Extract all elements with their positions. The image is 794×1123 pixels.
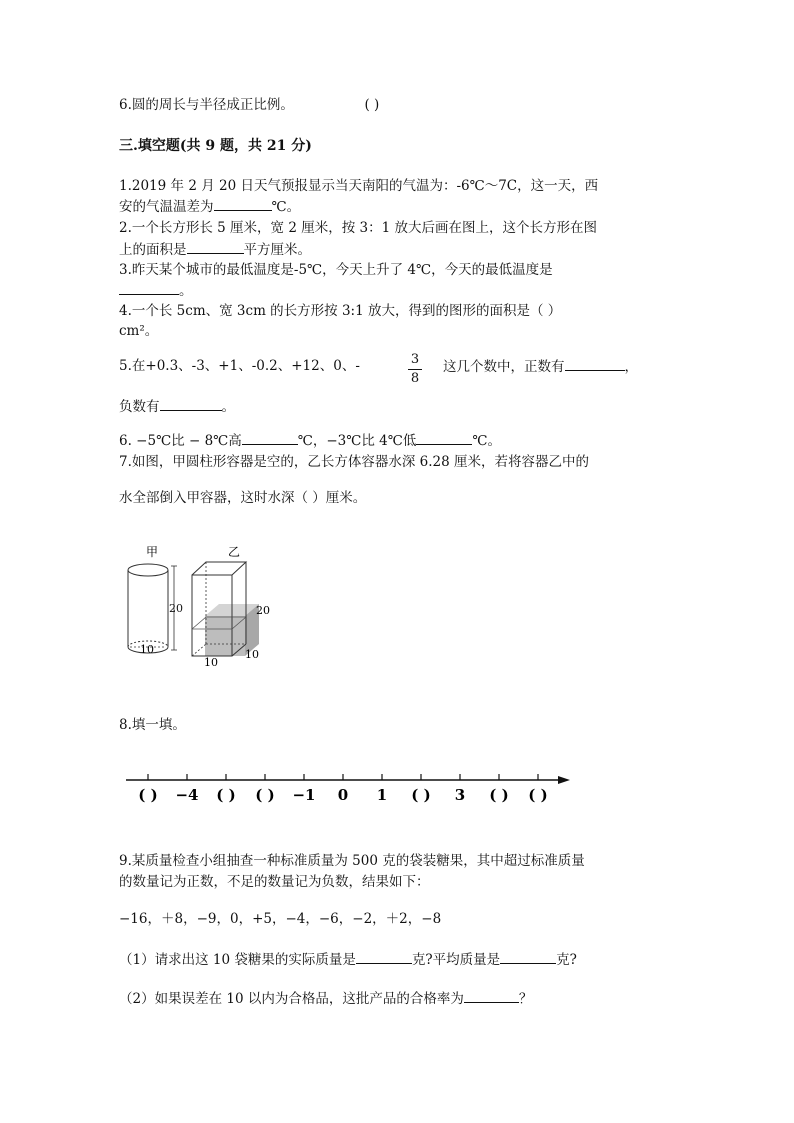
q5-line2	[119, 397, 235, 416]
q8-title: 8.填一填。	[119, 717, 186, 733]
box-width-label: 10	[204, 656, 218, 669]
q3-end: 。	[179, 283, 193, 299]
q1-text: 安的气温温差为	[119, 199, 214, 215]
answer-blank[interactable]	[464, 989, 519, 1003]
number-line-label: ( )	[255, 786, 275, 804]
number-line-arrow	[558, 776, 570, 784]
q6-text-c: ℃。	[472, 433, 501, 449]
q2-unit: 平方厘米。	[243, 242, 311, 258]
q6-line	[119, 431, 501, 450]
q3-line1: 3.昨天某个城市的最低温度是-5℃，今天上升了 4℃，今天的最低温度是	[119, 262, 553, 278]
q9-data: −16，＋8，−9，0，+5，−4，−6，−2，＋2，−8	[119, 911, 442, 927]
q9-line2: 的数量记为正数，不足的数量记为负数，结果如下：	[119, 874, 430, 890]
q7-line1: 7.如图，甲圆柱形容器是空的，乙长方体容器水深 6.28 厘米，若将容器乙中的	[119, 454, 590, 470]
q4-line2: cm²。	[119, 323, 159, 339]
q6-truefalse	[119, 96, 379, 114]
cylinder-diameter-label: 10	[140, 643, 154, 656]
q9-part1-text-c: 克?	[556, 952, 577, 968]
containers-figure	[118, 542, 288, 676]
q9-part2-text-a: （2）如果误差在 10 以内为合格品，这批产品的合格率为	[119, 991, 464, 1007]
q5-text-c: 负数有	[119, 399, 160, 415]
q1-unit: ℃。	[271, 199, 301, 215]
fraction-bar	[408, 369, 422, 370]
box-hidden-edge	[192, 644, 206, 656]
q9-line1: 9.某质量检查小组抽查一种标准质量为 500 克的袋装糖果，其中超过标准质量	[119, 853, 585, 869]
box-height-label: 20	[256, 604, 270, 617]
section-title: 三.填空题(共 9 题，共 21 分)	[119, 138, 312, 154]
q2-line1: 2.一个长方形长 5 厘米，宽 2 厘米，按 3：1 放大后画在图上，这个长方形在图	[119, 220, 597, 236]
answer-blank[interactable]	[160, 397, 222, 411]
answer-blank[interactable]	[565, 357, 625, 371]
number-line	[118, 768, 578, 814]
q7-line2: 水全部倒入甲容器，这时水深（ ）厘米。	[119, 490, 367, 506]
answer-paren[interactable]: ( )	[364, 97, 380, 113]
answer-blank[interactable]	[356, 950, 412, 964]
fraction	[408, 352, 422, 387]
q4-line1: 4.一个长 5cm、宽 3cm 的长方形按 3:1 放大，得到的图形的面积是（ ）	[119, 303, 562, 319]
q3-line2	[119, 281, 193, 300]
q5-comma: ，	[624, 359, 638, 375]
number-line-label: ( )	[411, 786, 431, 804]
number-line-label: −4	[175, 786, 199, 804]
q5-text: 5.在+0.3、-3、+1、-0.2、+12、0、-	[119, 358, 360, 374]
fraction-denominator: 8	[410, 371, 420, 386]
number-line-label: 3	[454, 786, 466, 804]
q5-line1	[119, 357, 360, 375]
number-line-label: −1	[292, 786, 316, 804]
number-line-label: 1	[376, 786, 388, 804]
number-line-label: ( )	[489, 786, 509, 804]
answer-blank[interactable]	[214, 197, 272, 211]
q6-text-a: 6. −5℃比 − 8℃高	[119, 433, 242, 449]
cylinder-top	[128, 564, 168, 576]
q5-end: 。	[221, 399, 235, 415]
q2-text: 上的面积是	[119, 242, 187, 258]
box-depth-label: 10	[245, 648, 259, 661]
water-line	[192, 617, 206, 629]
box-top	[192, 562, 246, 575]
q9-part2	[119, 989, 532, 1008]
answer-blank[interactable]	[242, 431, 298, 445]
cylinder-height-label: 20	[169, 602, 183, 615]
number-line-label: ( )	[216, 786, 236, 804]
q9-part2-text-b: ？	[518, 991, 533, 1007]
answer-blank[interactable]	[187, 240, 244, 254]
answer-blank[interactable]	[119, 281, 179, 295]
q6-text-b: ℃，−3℃比 4℃低	[297, 433, 417, 449]
answer-blank[interactable]	[416, 431, 472, 445]
number-line-label: ( )	[138, 786, 158, 804]
q1-line1: 1.2019 年 2 月 20 日天气预报显示当天南阳的气温为：-6℃～7C，这一天，西	[119, 178, 599, 194]
q1-line2	[119, 197, 300, 216]
q9-part1-text-b: 克?平均质量是	[411, 952, 501, 968]
q5-line1-tail	[443, 357, 638, 376]
label-yi: 乙	[228, 545, 241, 559]
answer-blank[interactable]	[500, 950, 556, 964]
q6-truefalse-text: 6.圆的周长与半径成正比例。	[119, 97, 294, 113]
number-line-label: ( )	[528, 786, 548, 804]
fraction-numerator: 3	[410, 352, 420, 367]
q9-part1	[119, 950, 577, 969]
number-line-label: 0	[337, 786, 349, 804]
q5-text-b: 这几个数中，正数有	[443, 359, 565, 375]
q9-part1-text-a: （1）请求出这 10 袋糖果的实际质量是	[119, 952, 356, 968]
label-jia: 甲	[146, 545, 159, 559]
q2-line2	[119, 240, 311, 259]
